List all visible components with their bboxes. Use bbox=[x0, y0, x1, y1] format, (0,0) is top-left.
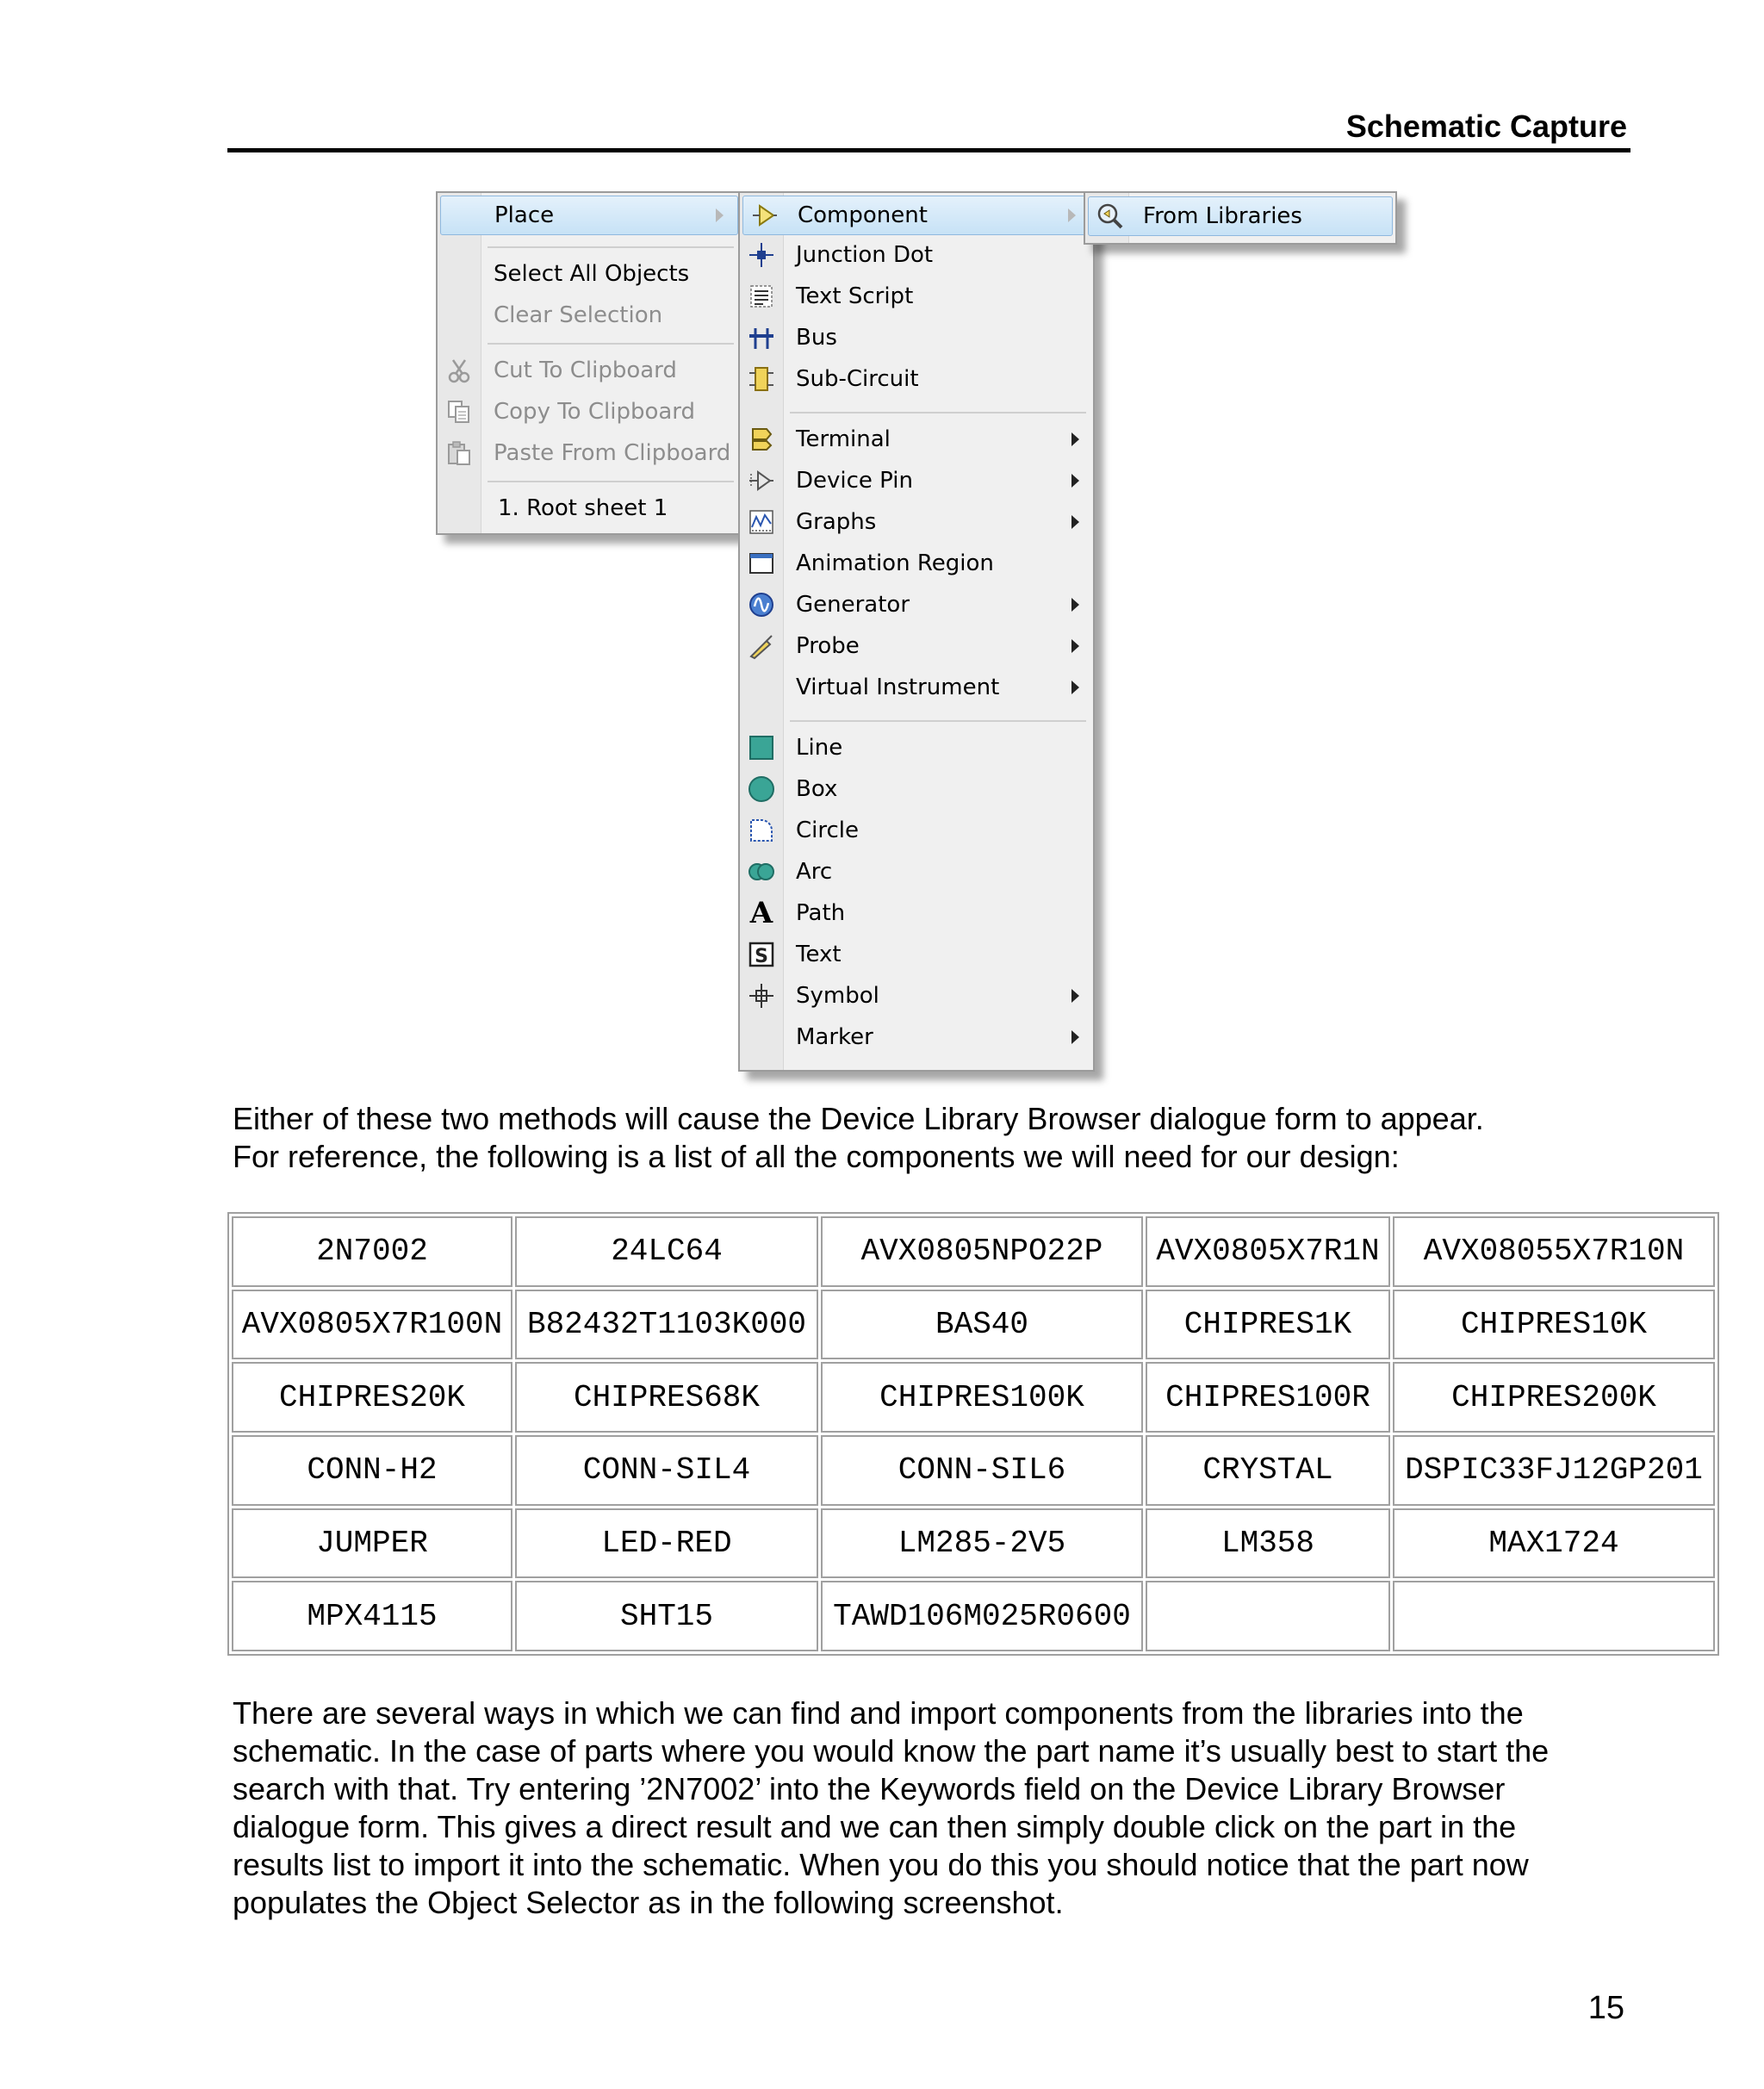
animation-region-icon bbox=[747, 549, 776, 578]
body-line: dialogue form. This gives a direct result and we can then simply double click on the part in the bbox=[233, 1809, 1517, 1844]
table-cell: AVX0805X7R1N bbox=[1146, 1216, 1390, 1287]
probe-icon bbox=[747, 631, 776, 661]
table-row bbox=[232, 1581, 1715, 1651]
table-cell: TAWD106M025R0600 bbox=[821, 1581, 1143, 1651]
table-cell: MPX4115 bbox=[232, 1581, 512, 1651]
table-cell: CHIPRES100R bbox=[1146, 1362, 1390, 1433]
menu-item-animation-region[interactable]: Animation Region bbox=[740, 544, 1093, 582]
menu-item-arc[interactable]: Arc bbox=[740, 853, 1093, 891]
menu-item-path[interactable]: A Path bbox=[740, 894, 1093, 932]
context-menu bbox=[436, 191, 742, 535]
table-cell: CONN-SIL6 bbox=[821, 1435, 1143, 1506]
body-paragraph bbox=[233, 1694, 1645, 1922]
menu-separator bbox=[488, 481, 734, 482]
intro-line: Either of these two methods will cause the Device Library Browser dialogue form to appear. bbox=[233, 1101, 1484, 1136]
menu-item-marker[interactable]: Marker bbox=[740, 1018, 1093, 1056]
body-line: schematic. In the case of parts where you would know the part name it’s usually best to start the bbox=[233, 1733, 1550, 1769]
table-row bbox=[232, 1508, 1715, 1579]
menu-item-from-libraries[interactable]: From Libraries bbox=[1088, 196, 1393, 236]
table-cell: CHIPRES10K bbox=[1393, 1290, 1715, 1360]
intro-paragraph bbox=[233, 1100, 1645, 1176]
submenu-arrow-icon bbox=[1071, 681, 1079, 694]
device-pin-icon bbox=[747, 466, 776, 495]
menu-item-place[interactable]: Place bbox=[440, 196, 738, 235]
table-cell: MAX1724 bbox=[1393, 1508, 1715, 1579]
submenu-arrow-icon bbox=[716, 208, 724, 222]
menu-item-graphs[interactable]: Graphs bbox=[740, 503, 1093, 541]
table-row bbox=[232, 1435, 1715, 1506]
table-cell: CONN-H2 bbox=[232, 1435, 512, 1506]
body-line: search with that. Try entering ’2N7002’ into the Keywords field on the Device Library Browser bbox=[233, 1771, 1506, 1806]
copy-icon bbox=[444, 397, 474, 426]
table-cell: 24LC64 bbox=[515, 1216, 818, 1287]
table-cell: DSPIC33FJ12GP201 bbox=[1393, 1435, 1715, 1506]
submenu-arrow-icon bbox=[1071, 598, 1079, 612]
menu-item-component[interactable]: Component bbox=[742, 196, 1090, 235]
table-cell: CHIPRES68K bbox=[515, 1362, 818, 1433]
scissors-icon bbox=[444, 356, 474, 385]
table-cell: B82432T1103K000 bbox=[515, 1290, 818, 1360]
body-line: There are several ways in which we can find and import components from the libraries into the bbox=[233, 1695, 1524, 1731]
table-cell: JUMPER bbox=[232, 1508, 512, 1579]
submenu-arrow-icon bbox=[1071, 515, 1079, 529]
submenu-arrow-icon bbox=[1071, 639, 1079, 653]
menu-separator bbox=[790, 412, 1086, 413]
table-cell: CHIPRES200K bbox=[1393, 1362, 1715, 1433]
submenu-arrow-icon bbox=[1071, 989, 1079, 1003]
table-row bbox=[232, 1362, 1715, 1433]
menu-item-bus[interactable]: Bus bbox=[740, 319, 1093, 357]
menu-item-text-script[interactable]: Text Script bbox=[740, 277, 1093, 315]
table-row bbox=[232, 1216, 1715, 1287]
header-rule bbox=[227, 148, 1630, 152]
arc-icon bbox=[747, 857, 776, 886]
table-cell bbox=[1393, 1581, 1715, 1651]
table-cell: BAS40 bbox=[821, 1290, 1143, 1360]
menu-item-line[interactable]: Line bbox=[740, 729, 1093, 767]
submenu-arrow-icon bbox=[1068, 208, 1076, 222]
menu-item-terminal[interactable]: Terminal bbox=[740, 420, 1093, 458]
menu-item-device-pin[interactable]: Device Pin bbox=[740, 462, 1093, 500]
table-row bbox=[232, 1290, 1715, 1360]
submenu-arrow-icon bbox=[1071, 432, 1079, 446]
table-cell: AVX0805X7R100N bbox=[232, 1290, 512, 1360]
table-cell: LM285-2V5 bbox=[821, 1508, 1143, 1579]
menu-item-sub-circuit[interactable]: Sub-Circuit bbox=[740, 360, 1093, 398]
menu-item-symbol[interactable]: Symbol bbox=[740, 977, 1093, 1015]
menu-item-clear-selection[interactable]: Clear Selection bbox=[494, 302, 663, 328]
menu-item-circle[interactable]: Circle bbox=[740, 811, 1093, 849]
line-icon bbox=[747, 733, 776, 762]
generator-icon bbox=[747, 590, 776, 619]
menu-item-paste-from-clipboard[interactable]: Paste From Clipboard bbox=[438, 434, 741, 472]
path-icon: A bbox=[749, 896, 773, 930]
table-cell: CHIPRES20K bbox=[232, 1362, 512, 1433]
table-cell: LM358 bbox=[1146, 1508, 1390, 1579]
menu-separator bbox=[488, 343, 734, 345]
table-cell: 2N7002 bbox=[232, 1216, 512, 1287]
menu-item-text[interactable]: S Text bbox=[740, 936, 1093, 973]
menu-item-cut-to-clipboard[interactable]: Cut To Clipboard bbox=[438, 351, 741, 389]
menu-item-root-sheet[interactable]: 1. Root sheet 1 bbox=[498, 495, 668, 521]
sub-circuit-icon bbox=[747, 364, 776, 394]
text-icon bbox=[747, 940, 776, 969]
body-line: results list to import it into the schematic. When you do this you should notice that the part now bbox=[233, 1847, 1529, 1882]
menu-separator bbox=[790, 720, 1086, 722]
submenu-arrow-icon bbox=[1071, 474, 1079, 488]
submenu-arrow-icon bbox=[1071, 1030, 1079, 1044]
terminal-icon bbox=[747, 425, 776, 454]
from-libraries-icon bbox=[1096, 202, 1125, 231]
box-icon bbox=[747, 774, 776, 804]
graphs-icon bbox=[747, 507, 776, 537]
table-cell: CHIPRES100K bbox=[821, 1362, 1143, 1433]
junction-dot-icon bbox=[747, 240, 776, 270]
symbol-icon bbox=[747, 981, 776, 1010]
table-cell bbox=[1146, 1581, 1390, 1651]
paste-icon bbox=[444, 438, 474, 468]
page-header-title: Schematic Capture bbox=[1345, 109, 1627, 144]
menu-item-probe[interactable]: Probe bbox=[740, 627, 1093, 665]
menu-separator bbox=[488, 246, 734, 248]
circle-icon bbox=[747, 816, 776, 845]
body-line: populates the Object Selector as in the following screenshot. bbox=[233, 1885, 1064, 1920]
menu-item-virtual-instrument[interactable]: Virtual Instrument bbox=[740, 668, 1093, 706]
text-script-icon bbox=[747, 282, 776, 311]
place-submenu bbox=[738, 191, 1095, 1072]
component-submenu bbox=[1084, 191, 1397, 245]
menu-item-select-all-objects[interactable]: Select All Objects bbox=[494, 261, 690, 287]
components-table bbox=[227, 1212, 1719, 1656]
table-cell: CRYSTAL bbox=[1146, 1435, 1390, 1506]
page-number: 15 bbox=[1587, 1990, 1624, 2026]
table-cell: CONN-SIL4 bbox=[515, 1435, 818, 1506]
component-icon bbox=[750, 201, 780, 230]
menu-item-box[interactable]: Box bbox=[740, 770, 1093, 808]
bus-icon bbox=[747, 323, 776, 352]
svg-text:S: S bbox=[755, 946, 768, 967]
table-cell: SHT15 bbox=[515, 1581, 818, 1651]
table-cell: LED-RED bbox=[515, 1508, 818, 1579]
intro-line: For reference, the following is a list of all the components we will need for our design: bbox=[233, 1139, 1400, 1174]
menu-item-copy-to-clipboard[interactable]: Copy To Clipboard bbox=[438, 393, 741, 431]
menu-item-generator[interactable]: Generator bbox=[740, 586, 1093, 624]
table-cell: CHIPRES1K bbox=[1146, 1290, 1390, 1360]
menu-item-junction-dot[interactable]: Junction Dot bbox=[740, 236, 1093, 274]
table-cell: AVX08055X7R10N bbox=[1393, 1216, 1715, 1287]
table-cell: AVX0805NPO22P bbox=[821, 1216, 1143, 1287]
